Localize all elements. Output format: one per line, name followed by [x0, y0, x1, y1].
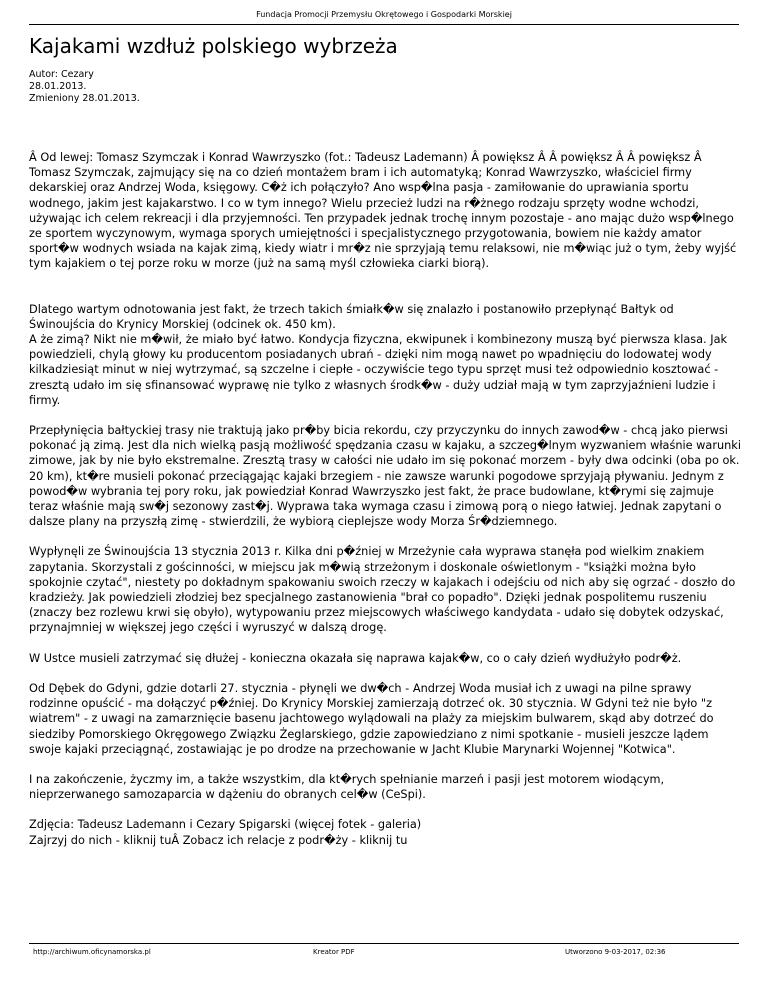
paragraph: W Ustce musieli zatrzymać się dłużej - konieczna okazała się naprawa kajak�w, co o cały dzień wydłużyło podr�ż.	[29, 651, 682, 665]
paragraph: Wypłynęli ze Świnoujścia 13 stycznia 2013 r. Kilka dni p�źniej w Mrzeżynie cała wyprawa stanęła pod wielkim znakiem zapytania. Skorzystali z gościnności, w miejscu jak m�wią strzeżonym i doskonale oświetlonym - "książki można było spokojnie czytać", niestety po dokładnym spakowaniu swoich rzeczy w kajakach i odejściu od nich aby się ogrzać - doszło do kradzieży. Jak powiedzieli złodziej bez specjalnego zastanowienia "brał co popadło". Dzięki jednak pospolitemu ruszeniu (znaczy bez rozlewu krwi się obyło), wytypowaniu przez miejscowych właściwego kandydata - udało się dobytek odzyskać, przynajmniej w większej jego części i wyruszyć w dalszą drogę.	[29, 545, 736, 635]
article-meta	[29, 69, 140, 105]
paragraph-credits: Zdjęcia: Tadeusz Lademann i Cezary Spigarski (więcej fotek - galeria) Zajrzyj do nich - kliknij tuÂ Zobacz ich relacje z podr�ży - kliknij tu	[29, 818, 422, 847]
footer-url: http://archiwum.oficynamorska.pl	[33, 948, 151, 956]
paragraph: Od Dębek do Gdyni, gdzie dotarli 27. stycznia - płynęli we dw�ch - Andrzej Woda musiał ich z uwagi na pilne sprawy rodzinne opuścić - ma dołączyć p�źniej. Do Krynicy Morskiej zamierzają dotrzeć ok. 30 stycznia. W Gdyni też nie było "z wiatrem" - z uwagi na zamarznięcie basenu jachtowego wylądowali na plaży za miejskim bulwarem, skąd aby dotrzeć do siedziby Pomorskiego Okręgowego Związku Żeglarskiego, gdzie zapowiedziano z nimi spotkanie - musieli jeszcze lądem swoje kajaki przeciągnąć, zostawiając je po drodze na przechowanie w Jacht Klubie Marynarki Wojennej "Kotwica".	[29, 681, 714, 756]
page-header: Fundacja Promocji Przemysłu Okrętowego i Gospodarki Morskiej	[256, 10, 512, 19]
paragraph: Przepłynięcia bałtyckiej trasy nie traktują jako pr�by bicia rekordu, czy przyczynku do innych zawod�w - chcą jako pierwsi pokonać ją zimą. Jest dla nich wielką pasją możliwość spędzania czasu w kajaku, a szczeg�lnym wyzwaniem właśnie warunki zimowe, jak by nie było ekstremalne. Zresztą trasy w całości nie udało im się pokonać morzem - były dwa odcinki (oba po ok. 20 km), kt�re musieli pokonać przeciągając kajaki brzegiem - nie zawsze warunki pogodowe sprzyjają pływaniu. Jednym z powod�w wybrania tej pory roku, jak powiedział Konrad Wawrzyszko jest fakt, że prace budowlane, kt�rymi się zajmuje teraz właśnie mają sw�j sezonowy zast�j. Wyprawa taka wymaga czasu i zimową porą o niego łatwiej. Jednak zapytani o dalsze plany na przyszłą zimę - stwierdzili, że wybiorą cieplejsze wody Morza Śr�dziemnego.	[29, 424, 741, 529]
footer-created: Utworzono 9-03-2017, 02:36	[565, 948, 666, 956]
article-body	[29, 150, 741, 863]
paragraph-intro: Â Od lewej: Tomasz Szymczak i Konrad Wawrzyszko (fot.: Tadeusz Lademann) Â powiększ Â Â powiększ Â Â powiększ Â Tomasz Szymczak, zajmujący się na co dzień montażem bram i ich automatyką; Konrad Wawrzyszko, właściciel firmy dekarskiej oraz Andrzej Woda, księgowy. C�ż ich połączyło? Ano wsp�lna pasja - zamiłowanie do uprawiania sportu wodnego, jakim jest kajakarstwo. I co w tym innego? Wielu przecież ludzi na r�żnego rodzaju sprzęty wodne wchodzi, używając ich celem rekreacji i dla przyjemności. Ten przypadek jednak trochę innym pozostaje - ano mając dużo wsp�lnego ze sportem wyczynowym, wymaga sporych umiejętności i specjalistycznego przygotowania, bowiem nie każdy amator sport�w wodnych wsiada na kajak zimą, kiedy wiatr i mr�z nie sprzyjają temu relaksowi, nie m�wiąc już o tym, żeby wyjść tym kajakiem o tej porze roku w morze (już na samą myśl człowieka ciarki biorą).	[29, 151, 737, 271]
footer-divider	[29, 943, 739, 944]
article-date: 28.01.2013.	[29, 81, 87, 92]
footer-generator: Kreator PDF	[313, 948, 355, 956]
article-title: Kajakami wzdłuż polskiego wybrzeża	[29, 34, 398, 58]
paragraph: Dlatego wartym odnotowania jest fakt, że trzech takich śmiałk�w się znalazło i postanowiło przepłynąć Bałtyk od Świnoujścia do Krynicy Morskiej (odcinek ok. 450 km). A że zimą? Nikt nie m�wił, że miało być łatwo. Kondycja fizyczna, ekwipunek i kombinezony muszą być pierwsza klasa. Jak powiedzieli, chylą głowy ku producentom posiadanych ubrań - dzięki nim mogą nawet po wpadnięciu do lodowatej wody kilkadziesiąt minut w niej wytrzymać, są szczelne i ciepłe - oczywiście tego typu sprzęt musi też odpowiednio kosztować - zresztą udało im się sfinansować wyprawę nie tylko z własnych środk�w - duży udział mają w tym zaprzyjaźnieni ludzie i firmy.	[29, 302, 728, 407]
article-author: Autor: Cezary	[29, 69, 94, 80]
paragraph: I na zakończenie, życzmy im, a także wszystkim, dla kt�rych spełnianie marzeń i pasji jest motorem wiodącym, nieprzerwanego samozaparcia w dążeniu do obranych cel�w (CeSpi).	[29, 772, 665, 802]
article-modified: Zmieniony 28.01.2013.	[29, 93, 140, 104]
header-divider	[29, 24, 739, 25]
